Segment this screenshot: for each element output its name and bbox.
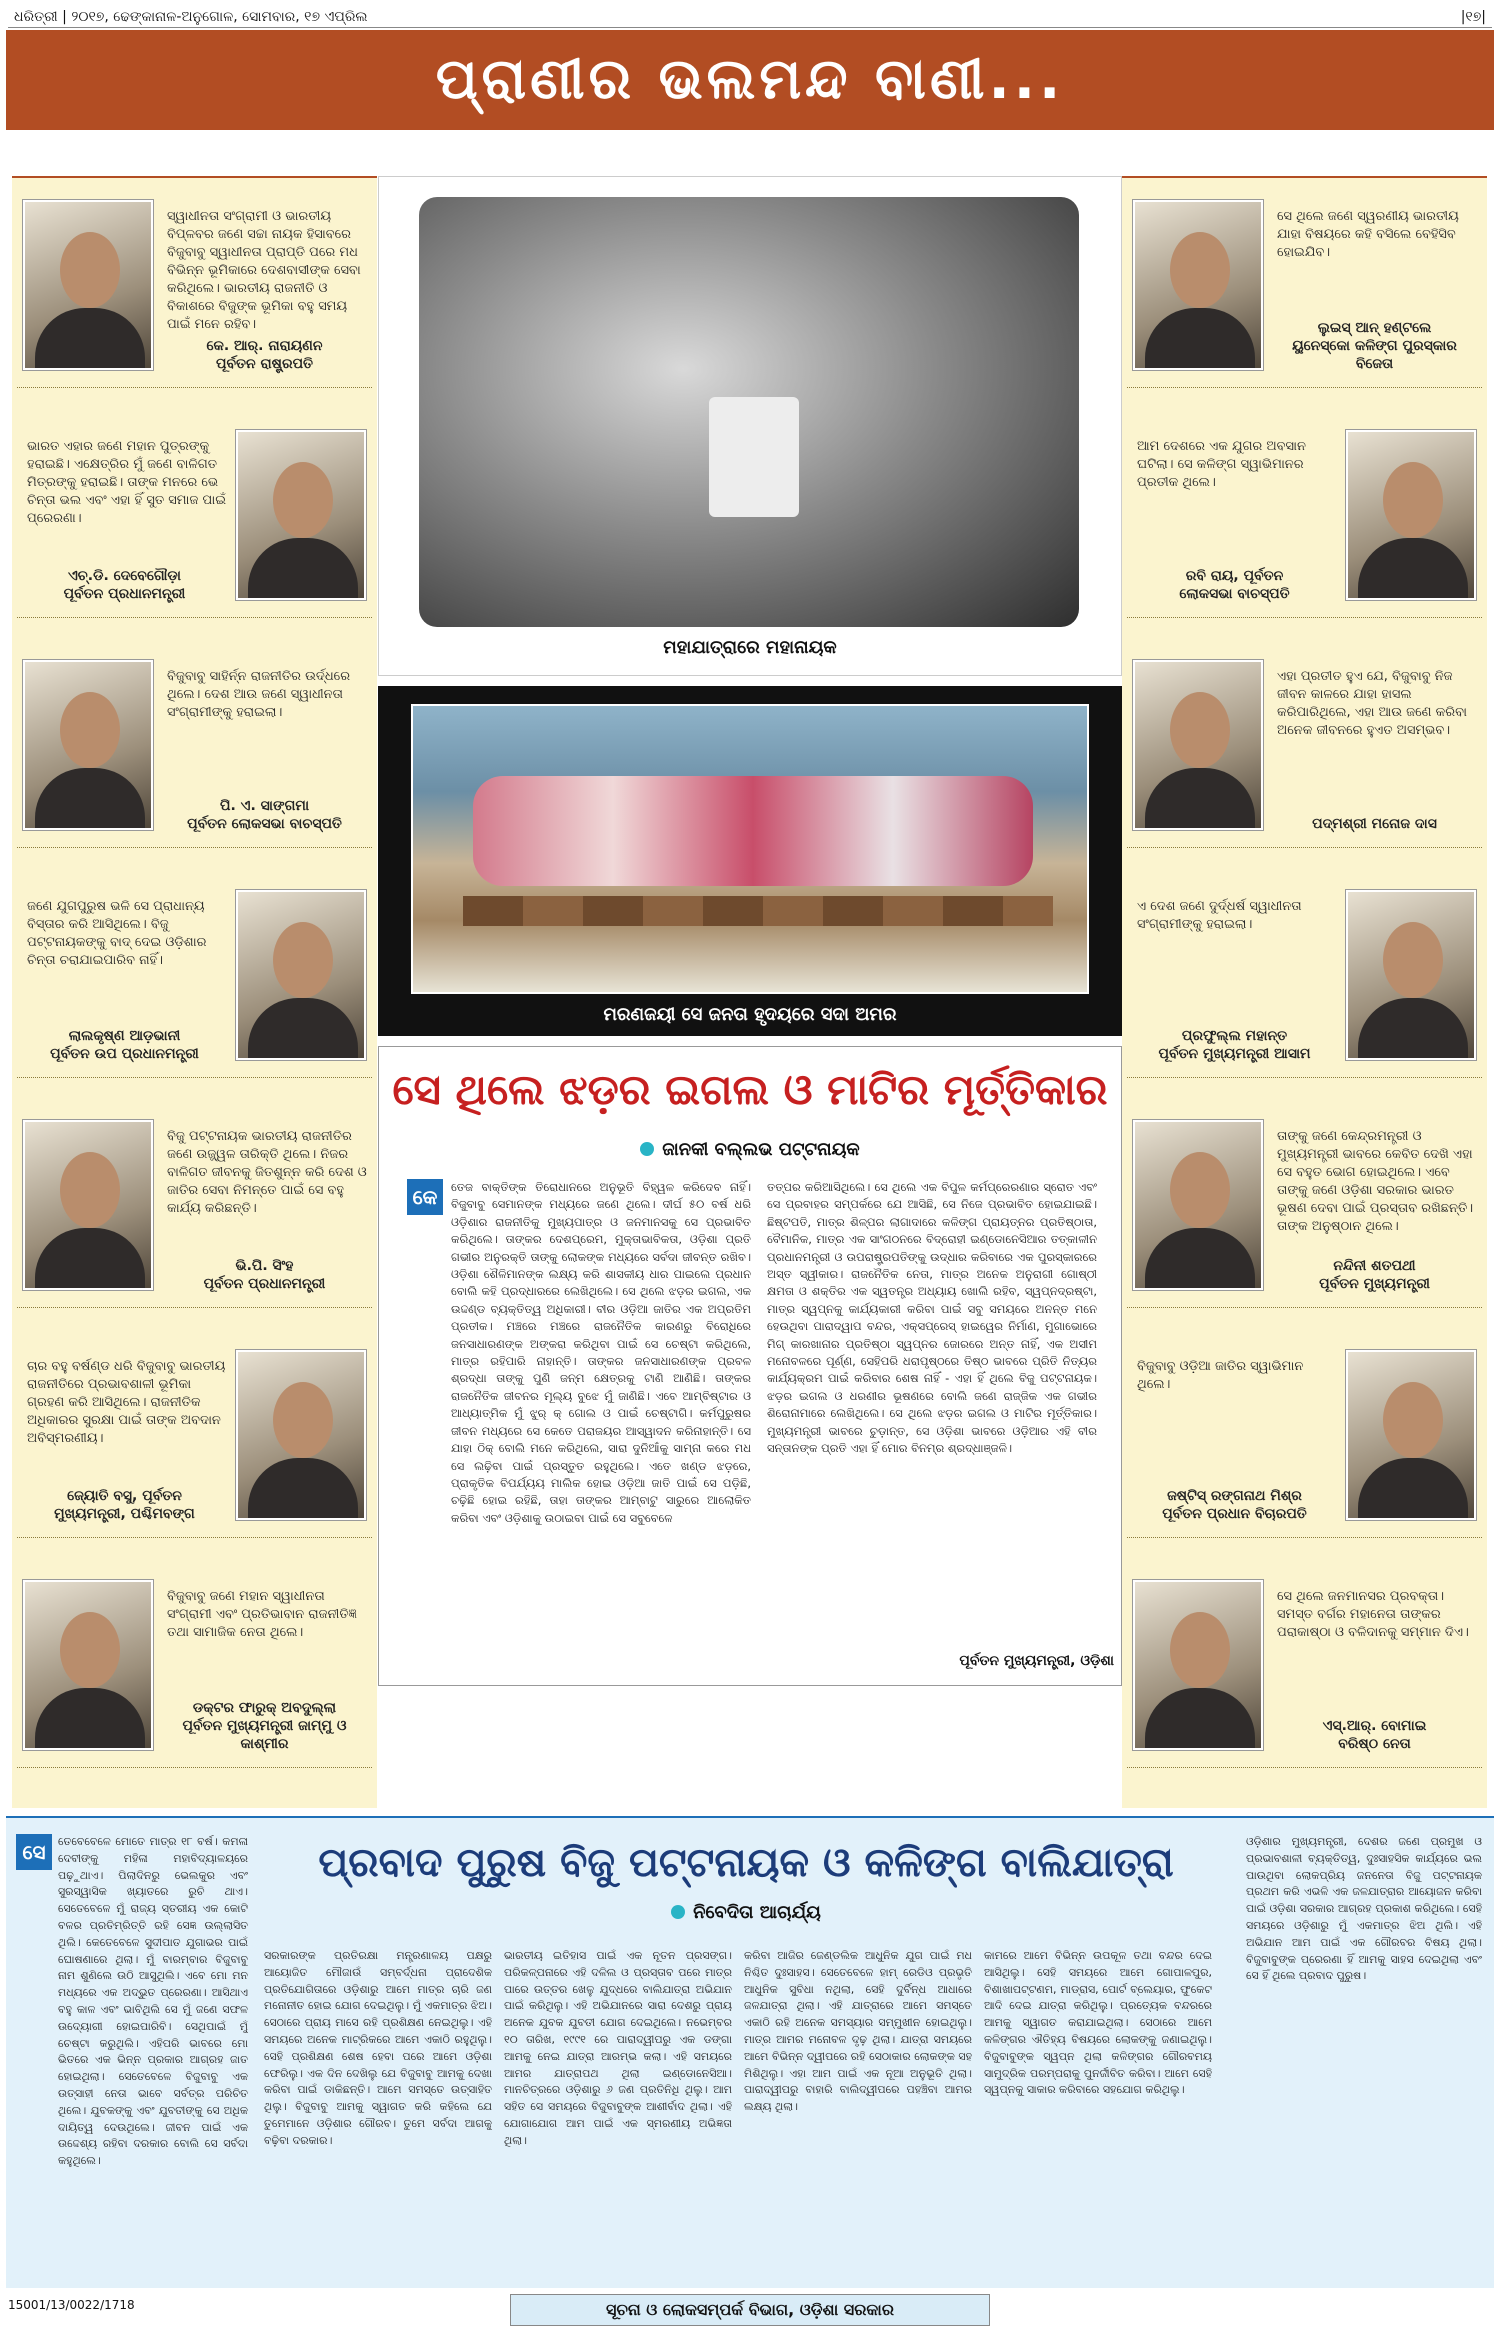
quote-text: ସେ ଥିଲେ ଜଣେ ସ୍ୱରଣୀୟ ଭାରତୀୟ ଯାହା ବିଷୟରେ କହି ବସିଲେ ବେହିସିବ ହୋଇଯିବ। — [1277, 209, 1459, 260]
quote-attribution: ଏଚ୍.ଡି. ଦେବେଗୌଡ଼ା ପୂର୍ବତନ ପ୍ରଧାନମନ୍ତ୍ରୀ — [63, 568, 186, 602]
portrait-photo — [1133, 1580, 1263, 1750]
quote-card — [17, 648, 372, 848]
quote-card — [17, 1568, 372, 1768]
portrait-photo — [1346, 1350, 1476, 1520]
quote-attribution: ଏସ୍.ଆର୍. ବୋମାଇ ବରିଷ୍ଠ ନେତା — [1322, 1718, 1427, 1752]
article-body-column: ତତ୍ପର କରିଆସିଥିଲେ। ସେ ଥିଲେ ଏକ ବିପୁଳ କର୍ମପ୍ରେରଣାର ସ୍ରୋତ ଏବଂ ସେ ପ୍ରବାହର ସମ୍ପର୍କରେ ଯେ ଆସିଛି, ସେ ନିଜେ ପ୍ରଭାବିତ ହୋଇଯାଇଛି। ଛିଷ୍ଟପତି, ମାତ୍ର ଶିଳ୍ପର ଲାଗାଦାରେ କଳିଙ୍ଗ ପ୍ରାୟତ୍ନର ପ୍ରତିଷ୍ଠାତା, ବୈମାନିକ, ମାତ୍ର ଏକ ସାଂଗଠନରେ ବିଦ୍ରୋହୀ ଇଣ୍ଡୋନେସିଆର ତତ୍କାଳୀନ ପ୍ରଧାନମନ୍ତ୍ରୀ ଓ ଉପରାଷ୍ଟ୍ରପତିଙ୍କୁ ଉଦ୍ଧାର କରିବାରେ ଏକ ପୁରସ୍କାରରେ ଅସ୍ତ ସ୍ୱୀକାର। ରାଜନୈତିକ ନେତା, ମାତ୍ର ଅନେକ ଅନୁରାଗୀ ଗୋଷ୍ଠୀ କ୍ଷମତା ଓ ଶକ୍ତିର ଏକ ସ୍ୱତନ୍ତ୍ର ଅଧ୍ୟାୟ ଖୋଲି ରହିବ, ସ୍ୱପ୍ନଦ୍ରଷ୍ଟା, ମାତ୍ର ସ୍ୱପ୍ନକୁ କାର୍ଯ୍ୟକାରୀ କରିବା ପାଇଁ ସବୁ ସମୟରେ ଅନନ୍ତ ମନେ ହେଉଥିବା ପାରାଦ୍ୱାପ ବନ୍ଦର, ଏକ୍ସପ୍ରେସ୍ ହାଇୱେର ନିର୍ମାଣ, ମୁଗାଭୋରେ ମିଗ୍ କାରଖାନାର ପ୍ରତିଷ୍ଠା ସ୍ୱପ୍ନର ଜୋରରେ ଅନ୍ତ ନାହିଁ, ଏକ ଅସୀମ ମନୋବଳରେ ପୂର୍ଣ୍ଣ, ସେହିପରି ଧରାପୃଷ୍ଠରେ ତିଷ୍ଠ ଭାବରେ ପ୍ରିତି ନିତ୍ୟର କାର୍ଯ୍ୟକ୍ରମ ପାଇଁ କରିବାର ଶେଷ ନାହିଁ - ଏହା ହିଁ ଥିଲେ ବିଜୁ ପଟ୍ଟନାୟକ। ଝଡ଼ର ଇଗଲ ଓ ଧରଣୀର ଭୂଷଣରେ ବୋଲି ଜଣେ ରାଜ୍ଜିକ ଏକ ଗଭୀର ଶିରୋନାମାରେ ଲେଖିଥିଲେ। ସେ ଥିଲେ ଝଡ଼ର ଇଗଲ ଓ ମାଟିର ମୂର୍ତ୍ତିକାର। ମୁଖ୍ୟମନ୍ତ୍ରୀ ଭାବରେ ଚୁଡ଼ାନ୍ତ, ସେ ଓଡ଼ିଶା ଭାବରେ ଓଡ଼ିଆର ଏହି ବୀର ସନ୍ତାନଙ୍କ ପ୍ରତି ଏହା ହିଁ ମୋର ବିନମ୍ର ଶ୍ରଦ୍ଧାଞ୍ଜଳି। — [767, 1180, 1097, 1456]
portrait-photo — [236, 430, 366, 600]
quote-card — [1127, 1568, 1482, 1768]
funeral-procession-photo — [419, 197, 1079, 627]
article-body-column: ସରକାରଙ୍କ ପ୍ରତିରକ୍ଷା ମନ୍ତ୍ରଣାଳୟ ପକ୍ଷରୁ ଆୟୋଜିତ ମୌଜାଉଁ ସମ୍ବର୍ଦ୍ଧନା ପ୍ରାଦେଶିକ ପ୍ରତିଯୋଗିତାରେ ଓଡ଼ିଶାରୁ ଆମେ ମାତ୍ର ଚାରି ଜଣ ମନୋନୀତ ହୋଇ ଯୋଗ ଦେଇଥିଲୁ। ମୁଁ ଏକମାତ୍ର ଝିଅ। ସେଠାରେ ପ୍ରାୟ ମାସେ ରହି ପ୍ରଶିକ୍ଷଣ ନେଇଥିଲୁ। ଏହି ସମୟରେ ଅନେକ ମାଟ୍ରିକରେ ଆମେ ଏକାଠି ରହୁଥିଲୁ। ସେହି ପ୍ରଶିକ୍ଷଣ ଶେଷ ହେବା ପରେ ଆମେ ଓଡ଼ିଶା ଫେରିଲୁ। ଏକ ଦିନ ଦେଖିଲୁ ଯେ ବିଜୁବାବୁ ଆମକୁ ଦେଖା କରିବା ପାଇଁ ଡାକିଛନ୍ତି। ଆମେ ସମସ୍ତେ ଉତ୍ସାହିତ ଥିଲୁ। ବିଜୁବାବୁ ଆମକୁ ସ୍ୱାଗତ କରି କହିଲେ ଯେ ତୁମେମାନେ ଓଡ଼ିଶାର ଗୌରବ। ତୁମେ ସର୍ବଦା ଆଗକୁ ବଢ଼ିବା ଦରକାର। — [264, 1949, 492, 2147]
quote-attribution: ପଦ୍ମଶ୍ରୀ ମନୋଜ ଦାସ — [1312, 816, 1437, 832]
drop-cap: କେ — [407, 1179, 443, 1215]
portrait-photo — [1133, 660, 1263, 830]
bullet-icon — [671, 1905, 685, 1919]
top-strip — [8, 6, 1492, 28]
quote-attribution: ରବି ରାୟ, ପୂର୍ବତନ ଲୋକସଭା ବାଚସ୍ପତି — [1179, 568, 1290, 602]
quote-card — [1127, 648, 1482, 848]
quote-card — [1127, 188, 1482, 388]
quote-text: ସ୍ୱାଧୀନତା ସଂଗ୍ରାମୀ ଓ ଭାରତୀୟ ବିପ୍ଳବର ଜଣେ ସଚ୍ଚା ନାୟକ ହିସାବରେ ବିଜୁବାବୁ ସ୍ୱାଧୀନତା ପ୍ରାପ୍ତି ପରେ ମଧ ବିଭିନ୍ନ ଭୂମିକାରେ ଦେଶବାସୀଙ୍କ ସେବା କରିଥିଲେ। ଭାରତୀୟ ରାଜନୀତି ଓ ବିକାଶରେ ବିଜୁଙ୍କ ଭୂମିକା ବହୁ ସମୟ ପାଇଁ ମନେ ରହିବ। — [167, 209, 361, 332]
portrait-photo — [23, 1120, 153, 1290]
article-signoff: ପୂର୍ବତନ ମୁଖ୍ୟମନ୍ତ୍ରୀ, ଓଡ଼ିଶା — [959, 1653, 1114, 1669]
portrait-photo — [236, 1350, 366, 1520]
portrait-photo — [1133, 1120, 1263, 1290]
quote-attribution: ଲୁଇସ୍ ଆନ୍ ହଣ୍ଟଲେ ୟୁନେସ୍କୋ କଳିଙ୍ଗ ପୁରସ୍କାର ବିଜେତା — [1292, 320, 1457, 372]
article-byline: ନିବେଦିତା ଆଚାର୍ଯ୍ୟ — [246, 1902, 1246, 1923]
portrait-photo — [236, 890, 366, 1060]
right-quotes-column — [1122, 176, 1487, 1808]
page-number: |୧୭| — [1460, 8, 1486, 25]
article-headline: ସେ ଥିଲେ ଝଡ଼ର ଇଗଲ ଓ ମାଟିର ମୂର୍ତ୍ତିକାର — [392, 1065, 1108, 1114]
portrait-photo — [1133, 200, 1263, 370]
article-byline: ଜାନକୀ ବଲ୍ଲଭ ପଟ୍ଟନାୟକ — [379, 1139, 1121, 1160]
masthead-dateline: ଧରିତ୍ରୀ | ୨୦୧୭, ଢେଙ୍କାନାଳ-ଅନୁଗୋଳ, ସୋମବାର, ୧୭ ଏପ୍ରିଲ — [14, 8, 368, 25]
drop-cap: ସେ — [16, 1834, 52, 1870]
article-headline: ପ୍ରବାଦ ପୁରୁଷ ବିଜୁ ପଟ୍ଟନାୟକ ଓ କଳିଙ୍ଗ ବାଲିଯାତ୍ରା — [318, 1840, 1174, 1886]
quote-text: ଆମ ଦେଶରେ ଏକ ଯୁଗର ଅବସାନ ଘଟିଲା। ସେ କଳିଙ୍ଗ ସ୍ୱାଭିମାନର ପ୍ରତୀକ ଥିଲେ। — [1137, 439, 1306, 490]
article-body-column: ଓଡ଼ିଶାର ମୁଖ୍ୟମନ୍ତ୍ରୀ, ଦେଶର ଜଣେ ପ୍ରମୁଖ ଓ ପ୍ରଭାବଶାଳୀ ବ୍ୟକ୍ତିତ୍ୱ, ଦୁଃସାହସିକ କାର୍ଯ୍ୟରେ ଭଲ ପାଉଥିବା ଲୋକପ୍ରିୟ ଜନନେତା ବିଜୁ ପଟ୍ଟନାୟକ ପ୍ରଥମ କରି ଏଭଳି ଏକ ଜଳଯାତ୍ରାର ଆୟୋଜନ କରିବା ପାଇଁ ଓଡ଼ିଶା ସରକାର ଆଗ୍ରହ ପ୍ରକାଶ କରିଥିଲେ। ସେହି ସମୟରେ ଓଡ଼ିଶାରୁ ମୁଁ ଏକମାତ୍ର ଝିଅ ଥିଲି। ଏହି ଅଭିଯାନ ଆମ ପାଇଁ ଏକ ଗୌରବର ବିଷୟ ଥିଲା। ବିଜୁବାବୁଙ୍କ ପ୍ରେରଣା ହିଁ ଆମକୁ ସାହସ ଦେଇଥିଲା ଏବଂ ସେ ହିଁ ଥିଲେ ପ୍ରବାଦ ପୁରୁଷ। — [1246, 1835, 1482, 1983]
quote-text: ବିଜୁ ପଟ୍ଟନାୟକ ଭାରତୀୟ ରାଜନୀତିର ଜଣେ ଉଜ୍ଜ୍ୱଳ ତାରିକ୍ତି ଥିଲେ। ନିଜର ବାଳିଗତ ଜୀବନକୁ ଜିତଶୁନ୍ନ କରି ଦେଶ ଓ ଜାତିର ସେବା ନିମନ୍ତେ ପାଇଁ ସେ ବହୁ କାର୍ଯ୍ୟ କରିଛନ୍ତି। — [167, 1129, 367, 1216]
quote-attribution: ନନ୍ଦିନୀ ଶତପଥୀ ପୂର୍ବତନ ମୁଖ୍ୟମନ୍ତ୍ରୀ — [1319, 1258, 1430, 1292]
funeral-procession-photo-panel — [378, 176, 1122, 676]
quote-card — [17, 1108, 372, 1308]
quote-text: ବିଜୁବାବୁ ଓଡ଼ିଆ ଜାତିର ସ୍ୱାଭିମାନ ଥିଲେ। — [1137, 1359, 1304, 1392]
article-body-column: କାମରେ ଆମେ ବିଭିନ୍ନ ଉପକୂଳ ତଥା ବନ୍ଦର ଦେଇ ଆସିଥିଲୁ। ସେହି ସମୟରେ ଆମେ ଗୋପାଳପୁର, ବିଶାଖାପଟ୍ଟଣମ, ମାଡ୍ରାସ, ପୋର୍ଟ ବ୍ଲେୟାର, ଫୁକେଟ ଆଦି ଦେଇ ଯାତ୍ରା କରିଥିଲୁ। ପ୍ରତ୍ୟେକ ବନ୍ଦରରେ ଆମକୁ ସ୍ୱାଗତ କରାଯାଇଥିଲା। ସେଠାରେ ଆମେ କଳିଙ୍ଗର ଐତିହ୍ୟ ବିଷୟରେ ଲୋକଙ୍କୁ ଜଣାଇଥିଲୁ। ବିଜୁବାବୁଙ୍କ ସ୍ୱପ୍ନ ଥିଲା କଳିଙ୍ଗର ଗୌରବମୟ ସାମୁଦ୍ରିକ ପରମ୍ପରାକୁ ପୁନର୍ଜୀବିତ କରିବା। ଆମେ ସେହି ସ୍ୱପ୍ନକୁ ସାକାର କରିବାରେ ସହଯୋଗ କରିଥିଲୁ। — [984, 1949, 1212, 2097]
quote-attribution: ଡକ୍ଟର ଫାରୁକ୍ ଅବଦୁଲ୍ଲା ପୂର୍ବତନ ମୁଖ୍ୟମନ୍ତ୍ରୀ ଜାମ୍ମୁ ଓ କାଶ୍ମୀର — [182, 1700, 347, 1752]
quote-attribution: ଜଷ୍ଟିସ୍ ରଙ୍ଗନାଥ ମିଶ୍ର ପୂର୍ବତନ ପ୍ରଧାନ ବିଚାରପତି — [1162, 1488, 1307, 1522]
quote-text: ବିଜୁବାବୁ ଜଣେ ମହାନ ସ୍ୱାଧୀନତା ସଂଗ୍ରାମୀ ଏବଂ ପ୍ରତିଭାବାନ ରାଜନୀତିଜ୍ଞ ତଥା ସାମାଜିକ ନେତା ଥିଲେ। — [167, 1589, 357, 1640]
quote-attribution: କେ. ଆର୍. ନାରାୟଣନ ପୂର୍ବତନ ରାଷ୍ଟ୍ରପତି — [206, 338, 323, 372]
footer-credit: ସୂଚନା ଓ ଲୋକସମ୍ପର୍କ ବିଭାଗ, ଓଡ଼ିଶା ସରକାର — [510, 2294, 990, 2326]
portrait-photo — [23, 1580, 153, 1750]
quote-card — [1127, 1338, 1482, 1538]
left-quotes-column — [12, 176, 377, 1808]
quote-attribution: ପି. ଏ. ସାଙ୍ଗମା ପୂର୍ବତନ ଲୋକସଭା ବାଚସ୍ପତି — [187, 798, 342, 832]
quote-card — [1127, 1108, 1482, 1308]
portrait-photo — [23, 200, 153, 370]
quote-card — [17, 878, 372, 1078]
cremation-photo-panel — [378, 686, 1122, 1036]
quote-text: ଏହା ପ୍ରତୀତ ହୁଏ ଯେ, ବିଜୁବାବୁ ନିଜ ଜୀବନ କାଳରେ ଯାହା ହାସଲ କରିପାରିଥିଲେ, ଏହା ଆଉ ଜଣେ କରିବା ଅନେକ ଜୀବନରେ ହୁଏତ ଅସମ୍ଭବ। — [1277, 669, 1467, 738]
quote-text: ଚାର ବହୁ ବର୍ଷଣ୍ଡ ଧରି ବିଜୁବାବୁ ଭାରତୀୟ ରାଜନୀତିରେ ପ୍ରଭାବଶାଳୀ ଭୂମିକା ଗ୍ରହଣ କରି ଆସିଥିଲେ। ରାଜନୀତିକ ଅଧିକାରର ସୁରକ୍ଷା ପାଇଁ ତାଙ୍କ ଅବଦାନ ଅବିସ୍ମରଣୀୟ। — [27, 1359, 226, 1446]
quote-card — [1127, 878, 1482, 1078]
quote-card — [17, 418, 372, 618]
quote-card — [17, 188, 372, 388]
article-body-column: ତେବେବେଳେ ମୋତେ ମାତ୍ର ୧୮ ବର୍ଷ। କମଳା ଦେବୀଙ୍କୁ ମହିଳା ମହାବିଦ୍ୟାଳୟରେ ପଢ଼ୁଥାଏ। ପିଲାଦିନରୁ ଭେଲକୁର ଏବଂ ସୁରସ୍ୱାସିକ ଖ୍ୟାତରେ ରୁଚି ଥାଏ। ସେତେବେଳେ ମୁଁ ରାଜ୍ୟ ସ୍ତରୀୟ ଏକ କୋଟି ବଳର ପ୍ରତିମ୍ରିତ୍ତି ରହି ସେଜ୍ଞ ଉଲ୍ଲାସିତ ଥିଲି। କେତେବେଳେ ସୁଦୀପାତ ଯୁଗାଭର ପାଇଁ ଘୋଷଣାରେ ଥିଲା। ମୁଁ ବାରମ୍ବାର ବିଜୁବାବୁ ନାମ ଶୁଣିଲେ ଉଠି ଆସୁଥିଲି। ଏବେ ମୋ ମନ ମଧ୍ୟରେ ଏକ ଅଦ୍ଭୁତ ପ୍ରେରଣା। ଆସିଥାଏ ବହୁ କାଳ ଏବଂ ଭାବିଥିଲି ସେ ମୁଁ ଜଣେ ସଫଳ ଉଦ୍ୟୋଗୀ ହୋଇପାରିବି। ସେଥିପାଇଁ ମୁଁ ଚେଷ୍ଟା କରୁଥିଲି। ଏହିପରି ଭାବରେ ମୋ ଭିତରେ ଏକ ଭିନ୍ନ ପ୍ରକାର ଆଗ୍ରହ ଜାତ ହୋଇଥିଲା। ସେତେବେଳେ ବିଜୁବାବୁ ଏକ ଉତ୍ସାହୀ ନେତା ଭାବେ ସର୍ବତ୍ର ପରିଚିତ ଥିଲେ। ଯୁବକଙ୍କୁ ଏବଂ ଯୁବତୀଙ୍କୁ ସେ ଅଧିକ ଦାୟିତ୍ୱ ଦେଉଥିଲେ। ଜୀବନ ପାଇଁ ଏକ ଉଦ୍ଦେଶ୍ୟ ରହିବା ଦରକାର ବୋଲି ସେ ସର୍ବଦା କହୁଥିଲେ। — [58, 1835, 248, 2168]
banner-title: ପ୍ରାଣୀର ଭଲମନ୍ଦ ବାଣୀ... — [6, 30, 1494, 130]
article-body-column: କରିବା ଆଜିର ଜେଣ୍ଡଲିକ ଆଧୁନିକ ଯୁଗ ପାଇଁ ମଧ ନିଶ୍ଚିତ ଦୁଃସାହସ। ସେତେବେଳେ ହାମ୍ ରେଡିଓ ପ୍ରଭୃତି ଆଧୁନିକ ସୁବିଧା ନଥିଲା, ସେହି ଦୁର୍ବିନ୍ଧ ଆଧାରେ ଜଳଯାତ୍ରା ଥିଲା। ଏହି ଯାତ୍ରାରେ ଆମେ ସମସ୍ତେ ଏକାଠି ରହି ଅନେକ ସମସ୍ୟାର ସମ୍ମୁଖୀନ ହୋଇଥିଲୁ। ମାତ୍ର ଆମର ମନୋବଳ ଦୃଢ଼ ଥିଲା। ଯାତ୍ରା ସମୟରେ ଆମେ ବିଭିନ୍ନ ଦ୍ୱୀପରେ ରହି ସେଠାକାର ଲୋକଙ୍କ ସହ ମିଶିଥିଲୁ। ଏହା ଆମ ପାଇଁ ଏକ ନୂଆ ଅନୁଭୂତି ଥିଲା। ପାରାଦ୍ୱୀପରୁ ବାହାରି ବାଲିଦ୍ୱୀପରେ ପହଞ୍ଚିବା ଆମର ଲକ୍ଷ୍ୟ ଥିଲା। — [744, 1949, 972, 2114]
portrait-photo — [1346, 430, 1476, 600]
balijatra-article — [6, 1816, 1494, 2288]
article-body-column: ତେଜ ବାକ୍ତିଙ୍କ ତିରୋଧାନରେ ଅନୁଭୂତି ବିହ୍ୱଳ କରିଦେବ ନାହିଁ। ବିଜୁବାବୁ ସେମାନଙ୍କ ମଧ୍ୟରେ ଜଣେ ଥିଲେ। ଦୀର୍ଘ ୫୦ ବର୍ଷ ଧରି ଓଡ଼ିଶାର ରାଜନୀତିକୁ ମୁଖ୍ୟପାତ୍ର ଓ ଜନମାନସକୁ ସେ ପ୍ରଭାବିତ କରିଥିଲେ। ତାଙ୍କର ଦେଶପ୍ରେମ, ମୁକ୍ତାଭାବିକତା, ଓଡ଼ିଶା ପ୍ରତି ଗଭୀର ଅନୁରକ୍ତି ତାଙ୍କୁ ଲୋକଙ୍କ ମଧ୍ୟରେ ସର୍ବଦା ଜୀବନ୍ତ ରଖିବ। ଓଡ଼ିଶା ଶୈଳିମାନଙ୍କ ଲକ୍ଷ୍ୟ କରି ଶାସକୀୟ ଧାର ପାଇଲେ ପ୍ରଧାନ ବୋଲି କହି ପ୍ରଦ୍ଧାରରେ ଲେଖିଥିଲେ। ସେ ଥିଲେ ଝଡ଼ର ଇଗଲ, ଏକ ଉଦ୍ଦଣ୍ଡ ବ୍ୟକ୍ତିତ୍ୱ ଅଧିକାରୀ। ବୀର ଓଡ଼ିଆ ଜାତିର ଏକ ଅପ୍ରତିମ ପ୍ରତୀକ। ମଞ୍ଚରେ ମଞ୍ଚରେ ରାଜନୈତିକ କାରଣରୁ ବିରୋଧିରେ ଜନସାଧାରଣଙ୍କ ଅଙ୍କରା କରିଥିବା ପାଇଁ ସେ ଚେଷ୍ଟା କରିଥିଲେ, ମାତ୍ର ରହିପାରି ନାହାନ୍ତି। ତାଙ୍କର ଜନସାଧାରଣଙ୍କ ପ୍ରବଳ ଶ୍ରଦ୍ଧା ତାଙ୍କୁ ପୁଣି ଜନ୍ମ କ୍ଷେତ୍ରକୁ ଟାଣି ଆଣିଛି। ତାଙ୍କର ରାଜନୈତିକ ଜୀବନର ମୂଲ୍ୟ ବୁଝେ ମୁଁ ଜାଣିଛି। ଏବେ ଆମ୍ବିଷ୍ଟାର ଓ ଆଧ୍ୟାତ୍ମିକ ମୁଁ ଝୁର୍ କ୍ ଗୋଲ ଓ ପାଇଁ ଚେଷ୍ଟାଗି। କର୍ମପୁରୁଷର ଜୀବନ ମଧ୍ୟରେ ସେ କେତେ ପରାଜୟର ଆସ୍ୱାଦନ କରିନାହାନ୍ତି। ସେ ଯାହା ଠିକ୍ ବୋଲି ମନେ କରିଥିଲେ, ସାରା ଦୁନିଆଁକୁ ସାମ୍ନା କରେ ମଧ ସେ ଲଢ଼ିବା ପାଇଁ ପ୍ରସ୍ତୁତ ରହୁଥିଲେ। ଏତେ ଖଣ୍ଡ ଝଡ଼ରେ, ପ୍ରାକୃତିକ ବିପର୍ଯ୍ୟୟ ମାଲିକ ହୋଇ ଓଡ଼ିଆ ଜାତି ପାଇଁ ସେ ପଡ଼ିଛି, ଚଢ଼ିଛି ହୋଇ ରହିଛି, ତାହା ତାଙ୍କର ଆମ୍ବାଟୁ ସାରୁରେ ଆଲୋକିତ କରିବା ଏବଂ ଓଡ଼ିଶାକୁ ଉଠାଇବା ପାଇଁ ସେ ସବୁବେଳେ — [451, 1180, 751, 1525]
portrait-photo — [1346, 890, 1476, 1060]
cremation-photo — [411, 704, 1089, 994]
quote-text: ତାଙ୍କୁ ଜଣେ କେନ୍ଦ୍ରମନ୍ତ୍ରୀ ଓ ମୁଖ୍ୟମନ୍ତ୍ରୀ ଭାବରେ କେବିତ ଦେଖି ଏହା ସେ ବହୁତ ଭୋଗ ହୋଇଥିଲେ। ଏବେ ତାଙ୍କୁ ଜଣେ ଓଡ଼ିଶା ସରକାର ଭାରତ ଭୂଷଣ ଦେବା ପାଇଁ ପ୍ରସ୍ତାବ ରଖିଛନ୍ତି। ତାଙ୍କ ଅନୁଷ୍ଠାନ ଥିଲେ। — [1277, 1129, 1474, 1234]
article-body-column: ଭାରତୀୟ ଇତିହାସ ପାଇଁ ଏକ ନୂତନ ପ୍ରସଙ୍ଗ। ପରିକଳ୍ପନାରେ ଏହି ଦଳିଲ ଓ ପ୍ରସ୍ତାବ ପରେ ମାତ୍ର ପାରେ ଉତ୍ତର ଖେଳୁ ଯୁଦ୍ଧରେ ବାଲିଯାତ୍ରା ଅଭିଯାନ ପାଇଁ କରିଥିଲୁ। ଏହି ଅଭିଯାନରେ ସାରା ଦେଶରୁ ପ୍ରାୟ ଅନେକ ଯୁବକ ଯୁବତୀ ଯୋଗ ଦେଇଥିଲେ। ନଭେମ୍ବର ୧୦ ତାରିଖ, ୧୯୯୧ ରେ ପାରାଦ୍ୱୀପରୁ ଏକ ଡଙ୍ଗା ଆମକୁ ନେଇ ଯାତ୍ରା ଆରମ୍ଭ କଲା। ଏହି ସମୟରେ ଆମର ଯାତ୍ରାପଥ ଥିଲା ଇଣ୍ଡୋନେସିଆ। ମାନଚିତ୍ରରେ ଓଡ଼ିଶାରୁ ୬ ଜଣ ପ୍ରତିନିଧି ଥିଲୁ। ଆମ ସହିତ ସେ ସମୟରେ ବିଜୁବାବୁଙ୍କ ଆଶୀର୍ବାଦ ଥିଲା। ଏହି ଯୋଗାଯୋଗ ଆମ ପାଇଁ ଏକ ସ୍ମରଣୀୟ ଅଭିଜ୍ଞତା ଥିଲା। — [504, 1949, 732, 2147]
quote-attribution: ଜ୍ୟୋତି ବସୁ, ପୂର୍ବତନ ମୁଖ୍ୟମନ୍ତ୍ରୀ, ପଶ୍ଚିମବଙ୍ଗ — [54, 1488, 195, 1522]
bullet-icon — [640, 1142, 654, 1156]
quote-text: ସେ ଥିଲେ ଜନମାନସର ପ୍ରବକ୍ତା। ସମସ୍ତ ବର୍ଗର ମହାନେତା ତାଙ୍କର ପରାକାଷ୍ଠା ଓ ବଳିଦାନକୁ ସମ୍ମାନ ଦିଏ। — [1277, 1589, 1469, 1640]
quote-card — [17, 1338, 372, 1538]
quote-text: ଏ ଦେଶ ଜଣେ ଦୁର୍ଦ୍ଧର୍ଷ ସ୍ୱାଧୀନତା ସଂଗ୍ରାମୀଙ୍କୁ ହରାଇଲା। — [1137, 899, 1302, 932]
quote-attribution: ପ୍ରଫୁଲ୍ଲ ମହାନ୍ତ ପୂର୍ବତନ ମୁଖ୍ୟମନ୍ତ୍ରୀ ଆସାମ — [1158, 1028, 1311, 1062]
photo-caption: ମହାଯାତ୍ରାରେ ମହାନାୟକ — [663, 637, 837, 658]
quote-attribution: ଭି.ପି. ସିଂହ ପୂର୍ବତନ ପ୍ରଧାନମନ୍ତ୍ରୀ — [203, 1258, 326, 1292]
quote-attribution: ଲାଲକୃଷ୍ଣ ଆଡ଼ଭାନୀ ପୂର୍ବତନ ଉପ ପ୍ରଧାନମନ୍ତ୍ରୀ — [50, 1028, 199, 1062]
portrait-photo — [23, 660, 153, 830]
photo-caption: ମରଣଜୟୀ ସେ ଜନତା ହୃଦୟରେ ସଦା ଅମର — [603, 1004, 897, 1025]
quote-card — [1127, 418, 1482, 618]
release-code: 15001/13/0022/1718 — [8, 2298, 135, 2312]
tribute-article — [378, 1046, 1122, 1686]
quote-text: ଭାରତ ଏହାର ଜଣେ ମହାନ ପୁତ୍ରଙ୍କୁ ହରାଇଛି। ଏକ୍ଷେତ୍ରିର ମୁଁ ଜଣେ ବାଳିଗତ ମିତ୍ରଙ୍କୁ ହରାଇଛି। ତାଙ୍କ ମନରେ ଭେ ଚିନ୍ତା ଭଲ ଏବଂ ଏହା ହିଁ ସୁତ ସମାଜ ପାଇଁ ପ୍ରେରଣା। — [27, 439, 227, 526]
quote-text: ଜଣେ ଯୁଗପୁରୁଷ ଭଳି ସେ ପ୍ରାଧାନ୍ୟ ବିସ୍ତାର କରି ଆସିଥିଲେ। ବିଜୁ ପଟ୍ଟନାୟକଙ୍କୁ ବାଦ୍ ଦେଇ ଓଡ଼ିଶାର ଚିନ୍ତା ଚରାଯାଇପାରିବ ନାହିଁ। — [27, 899, 207, 968]
quote-text: ବିଜୁବାବୁ ସାହିର୍ନ୍ନ ରାଜନୀତିର ଉର୍ଦ୍ଧରେ ଥିଲେ। ଦେଶ ଆଉ ଜଣେ ସ୍ୱାଧୀନତା ସଂଗ୍ରାମୀଙ୍କୁ ହରାଇଲା। — [167, 669, 351, 720]
